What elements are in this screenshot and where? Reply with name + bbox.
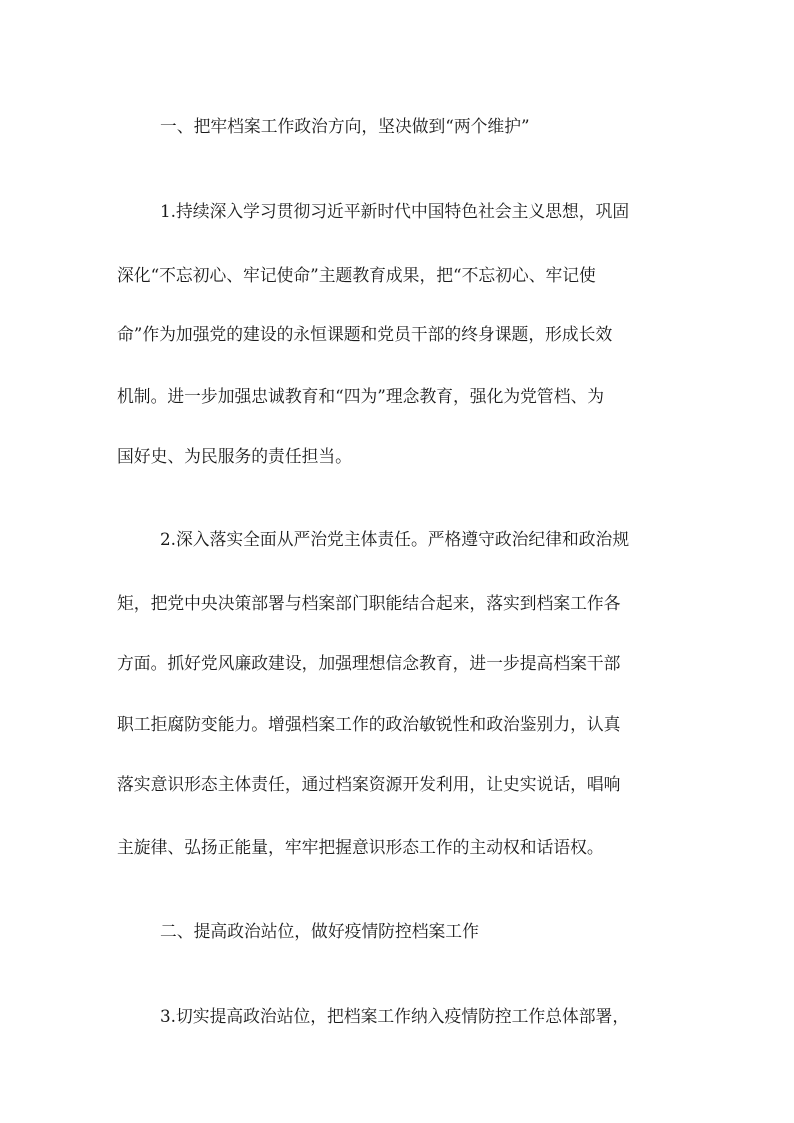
paragraph-line: 矩，把党中央决策部署与档案部门职能结合起来，落实到档案工作各	[117, 593, 621, 613]
paragraph-line: 落实意识形态主体责任，通过档案资源开发利用，让史实说话，唱响	[117, 774, 621, 794]
heading-section-2: 二、提高政治站位，做好疫情防控档案工作	[160, 921, 479, 941]
paragraph-line: 3.切实提高政治站位，把档案工作纳入疫情防控工作总体部署，	[160, 1006, 630, 1026]
heading-section-1: 一、把牢档案工作政治方向，坚决做到“两个维护”	[160, 116, 530, 136]
paragraph-line: 主旋律、弘扬正能量，牢牢把握意识形态工作的主动权和话语权。	[117, 837, 604, 857]
paragraph-line: 深化“不忘初心、牢记使命”主题教育成果，把“不忘初心、牢记使	[117, 265, 596, 285]
paragraph-line: 职工拒腐防变能力。增强档案工作的政治敏锐性和政治鉴别力，认真	[117, 714, 621, 734]
paragraph-line: 命”作为加强党的建设的永恒课题和党员干部的终身课题，形成长效	[117, 324, 613, 344]
paragraph-line: 1.持续深入学习贯彻习近平新时代中国特色社会主义思想，巩固	[160, 201, 630, 221]
paragraph-line: 国好史、为民服务的责任担当。	[117, 446, 352, 466]
paragraph-line: 方面。抓好党风廉政建设，加强理想信念教育，进一步提高档案干部	[117, 653, 621, 673]
paragraph-line: 机制。进一步加强忠诚教育和“四为”理念教育，强化为党管档、为	[117, 386, 605, 406]
paragraph-line: 2.深入落实全面从严治党主体责任。严格遵守政治纪律和政治规	[160, 529, 630, 549]
